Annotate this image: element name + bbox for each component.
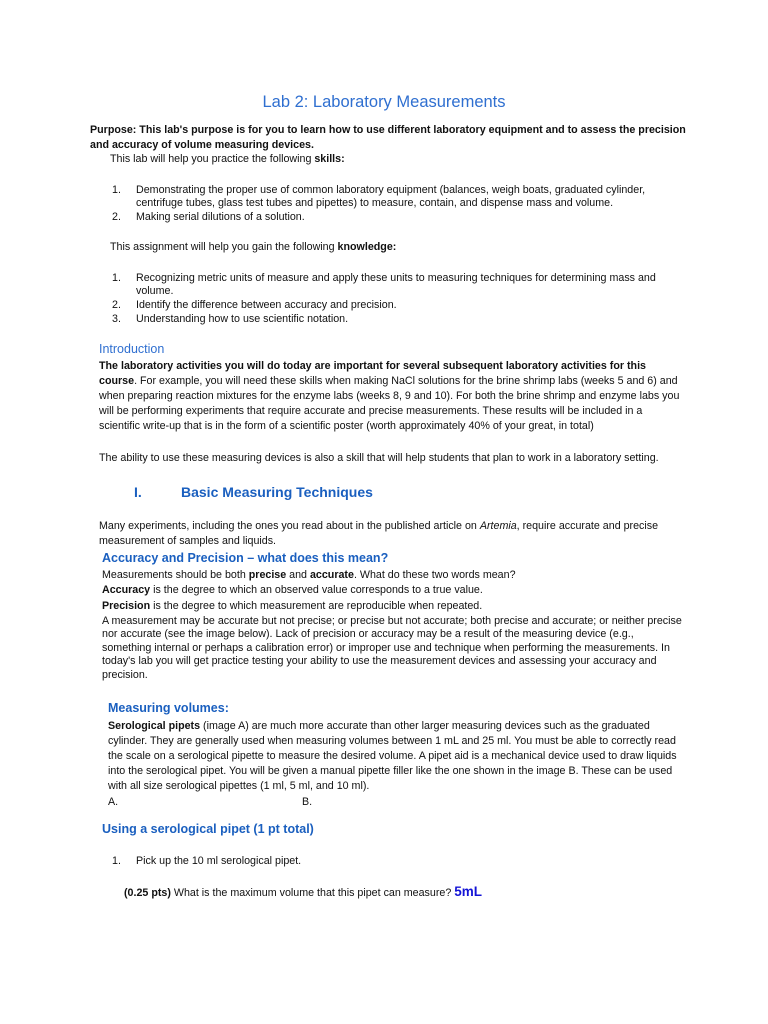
accuracy-paragraph: A measurement may be accurate but not precise; or precise but not accurate; both precise and accurate; or neither precise nor accurate (see the image below). Lack of precision or accuracy may be a result of the measuring device (e.g., something internal or perhaps a calibration error) or improper use and technique when performing the measurements. In today's lab you will get practice testing your ability to use the measurement devices and assessing your accuracy and precision. [102,615,682,681]
page-title: Lab 2: Laboratory Measurements [262,93,506,111]
list-item: Recognizing metric units of measure and apply these units to measuring techniques for determining mass and volume. [136,272,656,298]
introduction-paragraph-2: The ability to use these measuring devices is also a skill that will help students that plan to work in a laboratory setting. [99,452,659,464]
list-number: 2. [112,211,121,223]
skills-intro: This lab will help you practice the following skills: [110,153,345,165]
list-item: Identify the difference between accuracy and precision. [136,299,397,311]
introduction-paragraph: The laboratory activities you will do today are important for several subsequent laboratory activities for this course. For example, you will need these skills when making NaCl solutions for the brine shrimp labs (weeks 5 and 6) and when preparing reaction mixtures for the enzyme labs (weeks 8, 9 and 10). For both the brine shrimp and enzyme labs you will be performing experiments that require accurate and precise measurements. These results will be included in a scientific write-up that is in the form of a scientific poster (worth approximately 40% of your great, in total) [99,360,680,432]
image-label-b: B. [302,796,313,808]
knowledge-intro: This assignment will help you gain the following knowledge: [110,241,397,253]
volumes-paragraph: Serological pipets (image A) are much more accurate than other larger measuring devices such as the graduated cylinder. They are generally used when measuring volumes between 1 mL and 25 ml. You must be able to correctly read the scale on a serological pipette to measure the desired volume. A pipet aid is a mechanical device used to draw liquids into the serological pipet. You will be given a manual pipette filler like the one shown in the image B. These can be used with all size serological pipettes (1 ml, 5 ml, and 10 ml). [108,720,677,792]
introduction-heading: Introduction [99,342,165,356]
precision-definition: Precision is the degree to which measurement are reproducible when repeated. [102,600,483,612]
list-item: Understanding how to use scientific notation. [136,313,349,325]
step-number: 1. [112,855,121,867]
accuracy-definition: Accuracy is the degree to which an observed value corresponds to a true value. [102,584,483,596]
section-intro-paragraph: Many experiments, including the ones you read about in the published article on Artemia, require accurate and precise measurement of samples and liquids. [99,520,659,547]
list-item: Demonstrating the proper use of common laboratory equipment (balances, weigh boats, graduated cylinder, centrifuge tubes, glass test tubes and pipettes) to measure, contain, and dispense mass and volume. [136,184,646,210]
accuracy-intro: Measurements should be both precise and accurate. What do these two words mean? [102,569,516,581]
answer-value: 5mL [454,884,483,899]
volumes-heading: Measuring volumes: [108,701,229,715]
step-text: Pick up the 10 ml serological pipet. [136,855,302,867]
image-label-a: A. [108,796,119,808]
section-heading: Basic Measuring Techniques [181,484,373,500]
list-number: 1. [112,272,121,284]
list-number: 1. [112,184,121,196]
accuracy-heading: Accuracy and Precision – what does this mean? [102,551,389,565]
section-numeral: I. [134,484,142,500]
list-item: Making serial dilutions of a solution. [136,211,305,223]
list-number: 3. [112,313,121,325]
question-line: (0.25 pts) What is the maximum volume that this pipet can measure? 5mL [124,884,483,899]
list-number: 2. [112,299,121,311]
serological-heading: Using a serological pipet (1 pt total) [102,822,314,836]
purpose-text: Purpose: This lab's purpose is for you to learn how to use different laboratory equipment and to assess the precision and accuracy of volume measuring devices. [90,124,686,151]
